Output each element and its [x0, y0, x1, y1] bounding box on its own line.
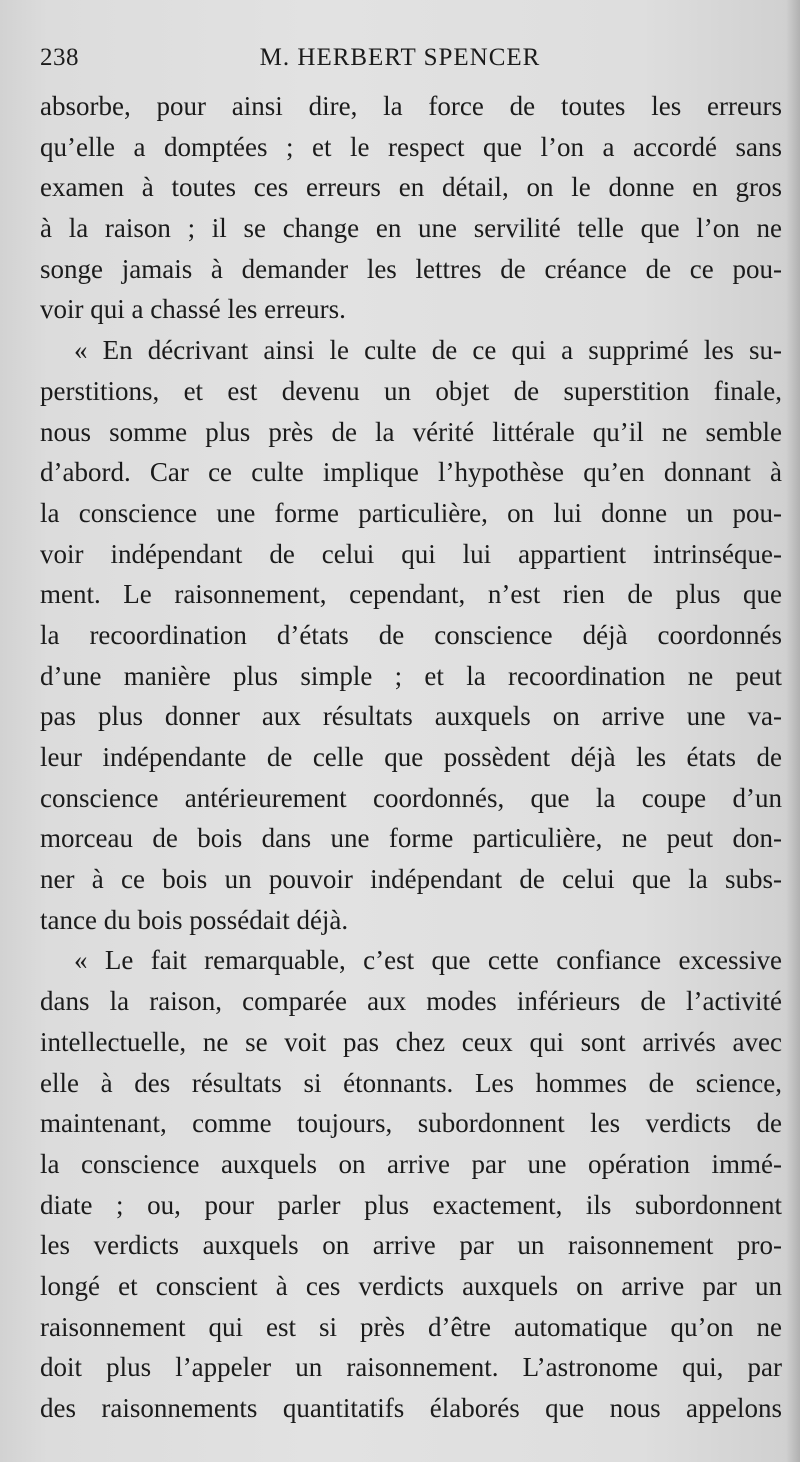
text-line: maintenant, comme toujours, subordonnent les verdicts de: [40, 1108, 782, 1139]
text-line: elle à des résultats si étonnants. Les hommes de science,: [40, 1067, 782, 1098]
text-line: perstitions, et est devenu un objet de superstition finale,: [40, 375, 782, 406]
text-line: pas plus donner aux résultats auxquels on arrive une va-: [40, 701, 782, 732]
text-line: des raisonnements quantitatifs élaborés que nous appelons: [40, 1393, 782, 1423]
text-line: examen à toutes ces erreurs en détail, on le donne en gros: [40, 172, 782, 203]
paragraph: [40, 940, 782, 1428]
page-header: [40, 44, 760, 76]
running-head: M. HERBERT SPENCER: [259, 44, 541, 71]
text-line: ment. Le raisonnement, cependant, n’est rien de plus que: [40, 579, 782, 610]
text-line: longé et conscient à ces verdicts auxquels on arrive par un: [40, 1270, 782, 1301]
text-line: nous somme plus près de la vérité littérale qu’il ne semble: [40, 416, 782, 447]
page-edge-shadow: [786, 0, 800, 1462]
text-line: la recoordination d’états de conscience déjà coordonnés: [40, 619, 782, 650]
body-text: [40, 86, 782, 1429]
text-line: dans la raison, comparée aux modes inférieurs de l’activité: [40, 986, 782, 1017]
text-line: ner à ce bois un pouvoir indépendant de celui que la subs-: [40, 864, 782, 895]
paragraph: [40, 330, 782, 940]
text-line: d’abord. Car ce culte implique l’hypothèse qu’en donnant à: [40, 457, 782, 488]
text-line: songe jamais à demander les lettres de créance de ce pou-: [40, 253, 782, 284]
text-line: morceau de bois dans une forme particulière, ne peut don-: [40, 823, 782, 854]
text-line: la conscience une forme particulière, on lui donne un pou-: [40, 497, 782, 528]
text-line: la conscience auxquels on arrive par une opération immé-: [40, 1148, 782, 1179]
text-line: tance du bois possédait déjà.: [40, 904, 349, 935]
text-line: voir qui a chassé les erreurs.: [40, 294, 346, 325]
text-line: conscience antérieurement coordonnés, que la coupe d’un: [40, 782, 782, 813]
text-line: doit plus l’appeler un raisonnement. L’astronome qui, par: [40, 1352, 782, 1383]
text-line: les verdicts auxquels on arrive par un raisonnement pro-: [40, 1230, 782, 1261]
text-line: voir indépendant de celui qui lui appartient intrinséque-: [40, 538, 782, 569]
text-line: à la raison ; il se change en une servilité telle que l’on ne: [40, 213, 782, 244]
text-line: diate ; ou, pour parler plus exactement, ils subordonnent: [40, 1189, 782, 1220]
text-line: leur indépendante de celle que possèdent déjà les états de: [40, 742, 782, 772]
text-line: « Le fait remarquable, c’est que cette confiance excessive: [74, 945, 782, 976]
text-line: raisonnement qui est si près d’être automatique qu’on ne: [40, 1311, 782, 1342]
text-line: « En décrivant ainsi le culte de ce qui a supprimé les su-: [74, 335, 782, 366]
text-line: intellectuelle, ne se voit pas chez ceux qui sont arrivés avec: [40, 1026, 782, 1057]
page-number: 238: [40, 44, 79, 71]
text-line: d’une manière plus simple ; et la recoordination ne peut: [40, 660, 782, 691]
text-line: absorbe, pour ainsi dire, la force de toutes les erreurs: [40, 91, 782, 121]
paragraph: [40, 86, 782, 330]
text-line: qu’elle a domptées ; et le respect que l’on a accordé sans: [40, 131, 782, 162]
